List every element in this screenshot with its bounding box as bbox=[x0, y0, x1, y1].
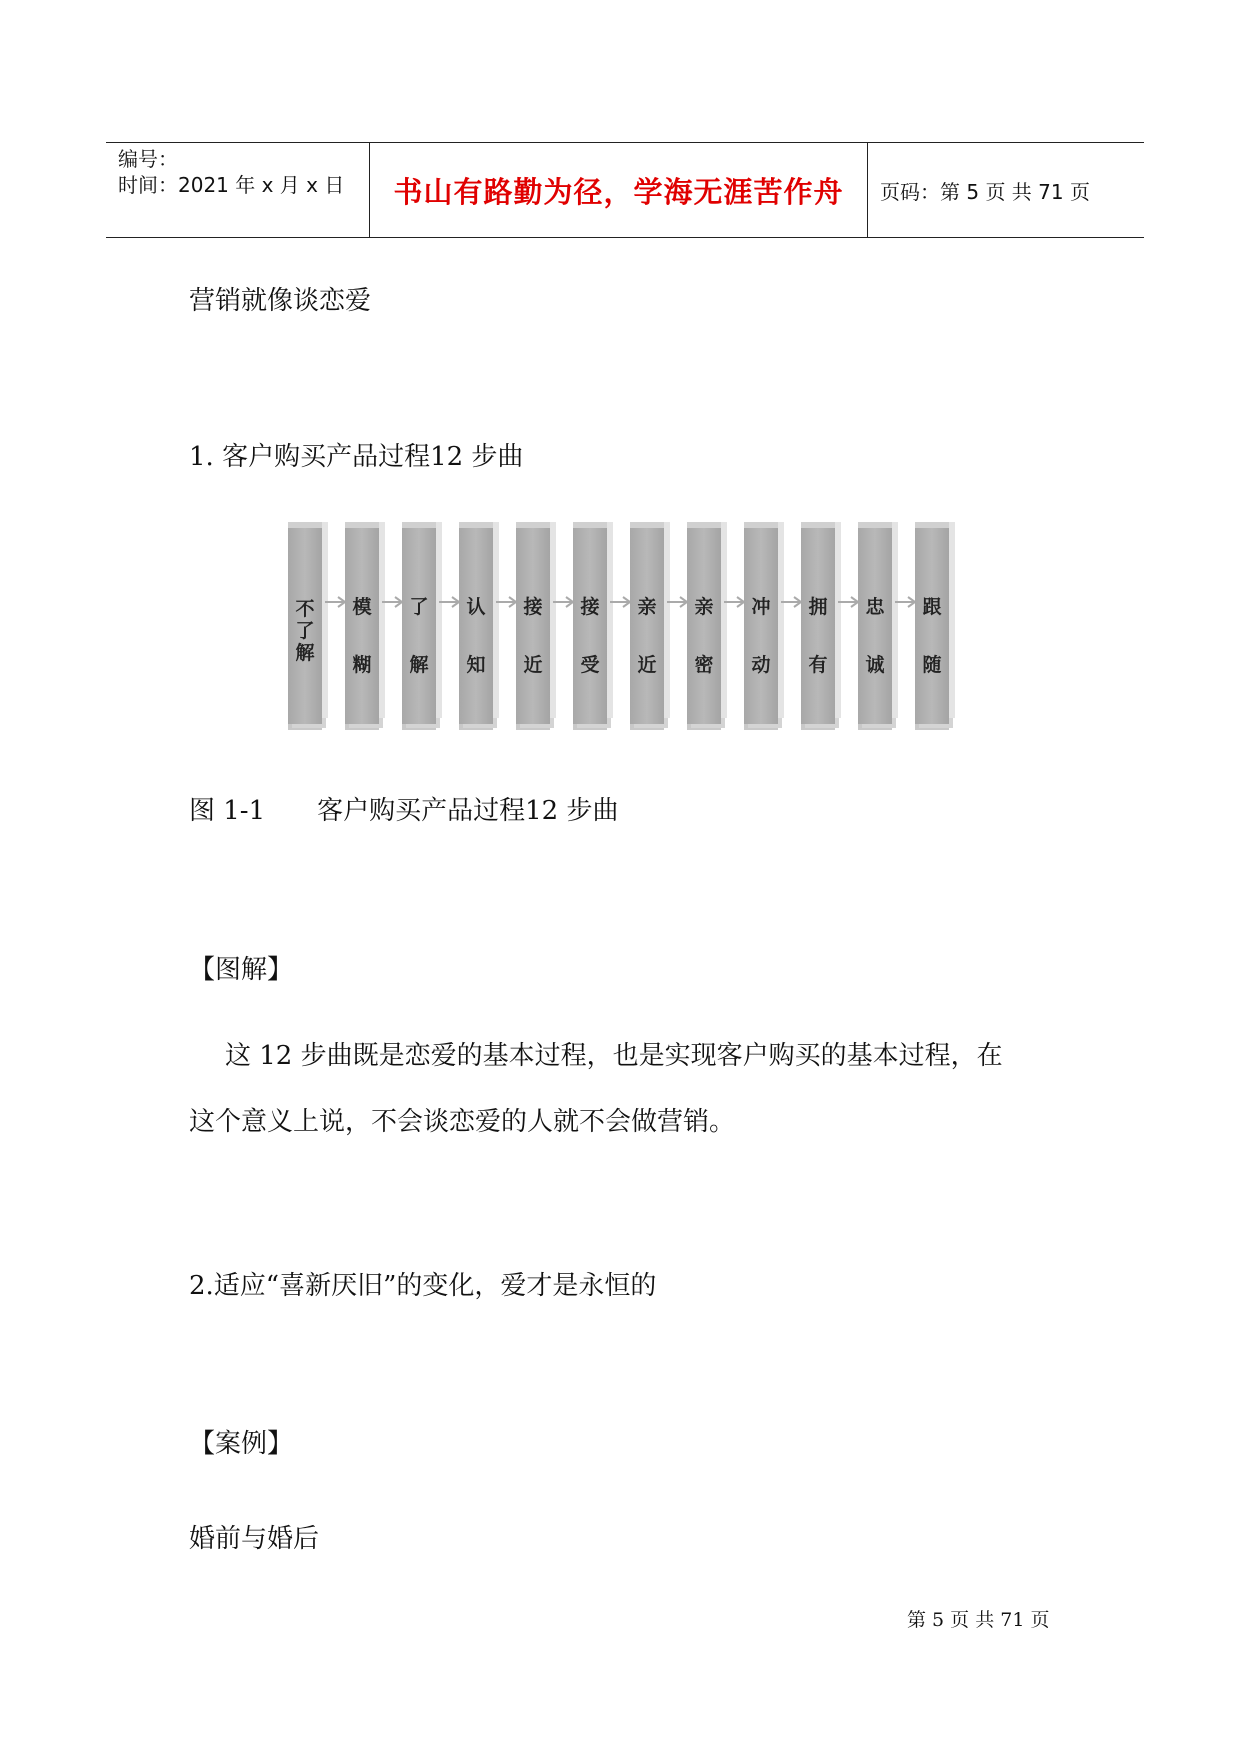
case-title: 婚前与婚后 bbox=[189, 1524, 320, 1554]
time-label: 时间：2021 年 x 月 x 日 bbox=[118, 173, 345, 197]
section1-title: 1. 客户购买产品过程12 步曲 bbox=[189, 442, 524, 472]
flow-step-label: 不 了 解 bbox=[295, 598, 315, 664]
flow-step-label: 亲 密 bbox=[694, 596, 714, 676]
flow-step bbox=[516, 528, 550, 724]
flow-step-label: 拥 有 bbox=[808, 596, 828, 676]
flow-step bbox=[687, 528, 721, 724]
header-motto-cell bbox=[369, 143, 868, 237]
flow-step-label: 亲 近 bbox=[637, 596, 657, 676]
flow-step bbox=[288, 528, 322, 724]
flow-step bbox=[858, 528, 892, 724]
section2-title: 2.适应“喜新厌旧”的变化，爱才是永恒的 bbox=[189, 1271, 657, 1301]
explanation-paragraph bbox=[189, 1023, 1089, 1155]
flow-step bbox=[459, 528, 493, 724]
flow-step bbox=[744, 528, 778, 724]
flow-step-label: 跟 随 bbox=[922, 596, 942, 676]
flow-step bbox=[345, 528, 379, 724]
explanation-line1: 这 12 步曲既是恋爱的基本过程，也是实现客户购买的基本过程，在 bbox=[225, 1041, 1003, 1071]
page-info: 页码：第 5 页 共 71 页 bbox=[880, 179, 1090, 204]
explanation-line2: 这个意义上说，不会谈恋爱的人就不会做营销。 bbox=[189, 1107, 736, 1137]
serial-label: 编号： bbox=[118, 147, 178, 171]
motto-text: 书山有路勤为径，学海无涯苦作舟 bbox=[393, 174, 844, 209]
page-header bbox=[106, 142, 1144, 238]
header-left-cell bbox=[106, 143, 369, 237]
figure-caption: 图 1-1 客户购买产品过程12 步曲 bbox=[189, 796, 619, 826]
flow-step bbox=[801, 528, 835, 724]
flow-step-label: 了 解 bbox=[409, 596, 429, 676]
flow-step-label: 接 受 bbox=[580, 596, 600, 676]
flow-step-label: 忠 诚 bbox=[865, 596, 885, 676]
purchase-process-diagram bbox=[288, 520, 968, 736]
diagram-label: 【图解】 bbox=[189, 955, 294, 985]
flow-step-label: 模 糊 bbox=[352, 596, 372, 676]
header-page-cell bbox=[868, 143, 1144, 237]
flow-step-label: 冲 动 bbox=[751, 596, 771, 676]
page-footer: 第 5 页 共 71 页 bbox=[907, 1609, 1050, 1631]
flow-step-label: 认 知 bbox=[466, 596, 486, 676]
flow-step bbox=[915, 528, 949, 724]
doc-heading: 营销就像谈恋爱 bbox=[189, 286, 372, 316]
flow-step bbox=[573, 528, 607, 724]
flow-step bbox=[630, 528, 664, 724]
flow-step-label: 接 近 bbox=[523, 596, 543, 676]
flow-step bbox=[402, 528, 436, 724]
case-label: 【案例】 bbox=[189, 1429, 294, 1459]
